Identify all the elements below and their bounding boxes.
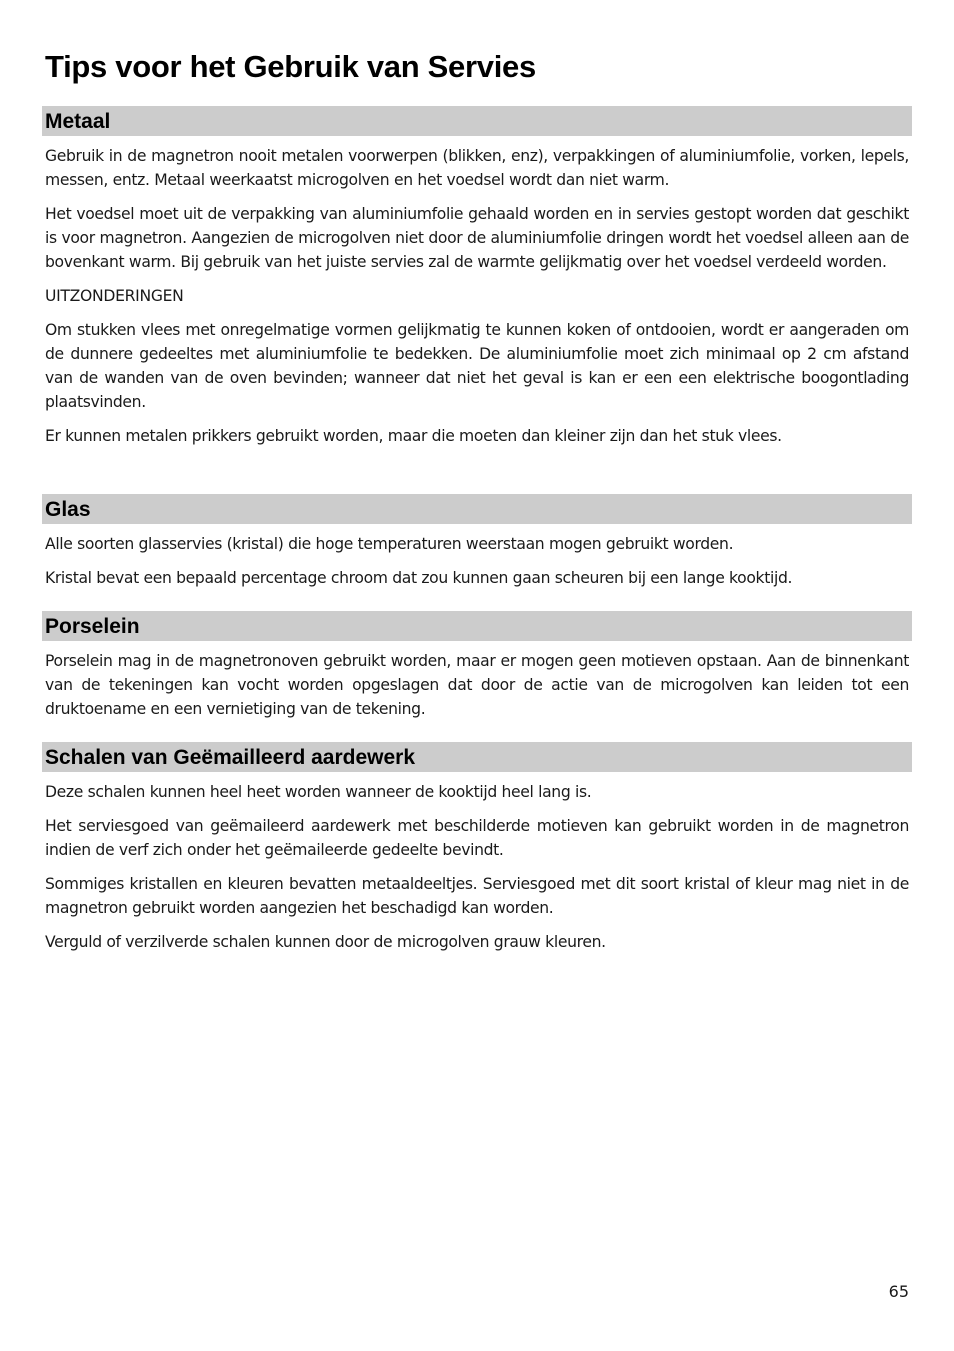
section-body [42,780,912,954]
section-heading: Porselein [42,611,912,641]
section-body [42,532,912,590]
section-geemailleerd-aardewerk [42,742,912,954]
section-heading: Glas [42,494,912,524]
section-glas [42,494,912,590]
paragraph: Om stukken vlees met onregelmatige vormen gelijkmatig te kunnen koken of ontdooien, wordt er aangeraden om de dunnere gedeeltes met aluminiumfolie te bedekken. De aluminiumfolie moet zich minimaal op 2 cm afstand van de wanden van de oven bevinden; wanneer dat niet het geval is kan er een een elektrische boogontlading plaatsvinden. [45,321,909,411]
paragraph: Het serviesgoed van geëmaileerd aardewerk met beschilderde motieven kan gebruikt worden in de magnetron indien de verf zich onder het geëmaileerde gedeelte bevindt. [45,817,909,859]
paragraph: Alle soorten glasservies (kristal) die hoge temperaturen weerstaan mogen gebruikt worden. [45,535,734,553]
page-number: 65 [888,1282,909,1301]
paragraph: Deze schalen kunnen heel heet worden wanneer de kooktijd heel lang is. [45,783,592,801]
section-porselein [42,611,912,721]
paragraph: Verguld of verzilverde schalen kunnen door de microgolven grauw kleuren. [45,933,606,951]
paragraph: Sommiges kristallen en kleuren bevatten metaaldeeltjes. Serviesgoed met dit soort kristal of kleur mag niet in de magnetron gebruikt worden aangezien het beschadigd kan worden. [45,875,909,917]
section-heading: Schalen van Geëmailleerd aardewerk [42,742,912,772]
section-metaal [42,106,912,448]
paragraph: Het voedsel moet uit de verpakking van aluminiumfolie gehaald worden en in servies gestopt worden dat geschikt is voor magnetron. Aangezien de microgolven niet door de aluminiumfolie dringen wordt het voedsel alleen aan de bovenkant warm. Bij gebruik van het juiste servies zal de warmte gelijkmatig over het voedsel verdeeld worden. [45,205,909,271]
exceptions-label: UITZONDERINGEN [45,287,184,305]
section-body [42,649,912,721]
paragraph: Porselein mag in de magnetronoven gebruikt worden, maar er mogen geen motieven opstaan. Aan de binnenkant van de tekeningen kan vocht worden opgeslagen dat door de actie van de microgolven kan leiden tot een druktoename en een vernietiging van de tekening. [45,652,909,718]
paragraph: Er kunnen metalen prikkers gebruikt worden, maar die moeten dan kleiner zijn dan het stuk vlees. [45,427,782,445]
paragraph: Gebruik in de magnetron nooit metalen voorwerpen (blikken, enz), verpakkingen of aluminiumfolie, vorken, lepels, messen, entz. Metaal weerkaatst microgolven en het voedsel wordt dan niet warm. [45,147,909,189]
paragraph: Kristal bevat een bepaald percentage chroom dat zou kunnen gaan scheuren bij een lange kooktijd. [45,569,793,587]
section-heading: Metaal [42,106,912,136]
page-title: Tips voor het Gebruik van Servies [45,49,536,84]
section-body [42,144,912,448]
